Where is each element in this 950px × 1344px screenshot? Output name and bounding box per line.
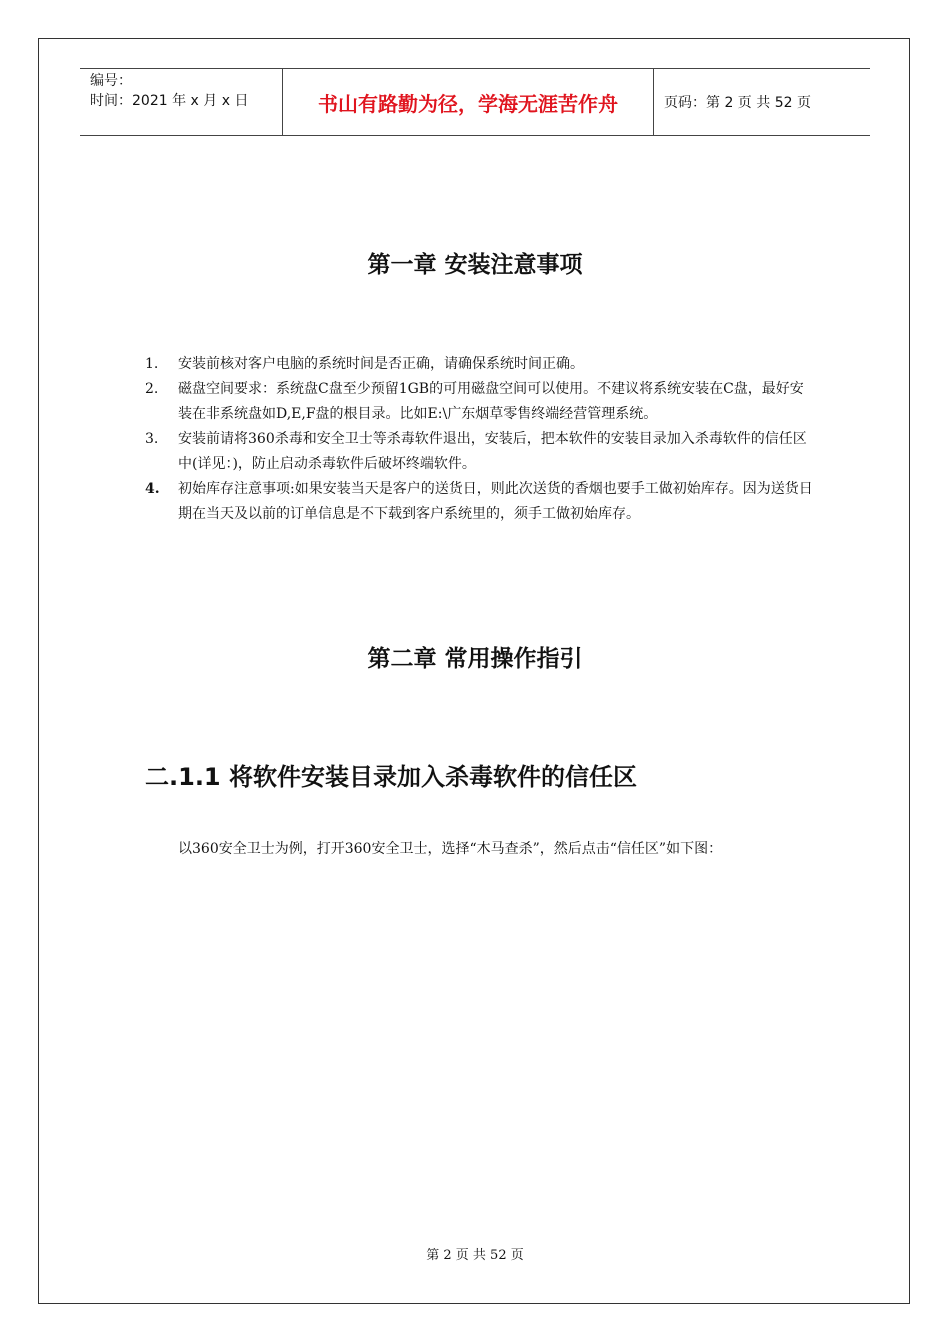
list-item-number: 1.	[145, 356, 159, 372]
list-item-text: 初始库存注意事项:如果安装当天是客户的送货日，则此次送货的香烟也要手工做初始库存。因为送货日期在当天及以前的订单信息是不下载到客户系统里的，须手工做初始库存。	[178, 481, 813, 522]
list-item	[145, 427, 815, 477]
list-item-text: 磁盘空间要求：系统盘C盘至少预留1GB的可用磁盘空间可以使用。不建议将系统安装在C盘，最好安装在非系统盘如D,E,F盘的根目录。比如E:\广东烟草零售终端经营管理系统。	[178, 381, 804, 422]
list-item-text: 安装前请将360杀毒和安全卫士等杀毒软件退出，安装后，把本软件的安装目录加入杀毒软件的信任区中(详见：)，防止启动杀毒软件后破坏终端软件。	[178, 431, 807, 472]
code-label: 编号：	[90, 73, 132, 89]
list-item-number: 2.	[145, 381, 159, 397]
page-header	[80, 68, 870, 136]
list-item-number: 3.	[145, 431, 159, 447]
time-label: 时间：2021 年 x 月 x 日	[90, 93, 249, 109]
install-notes-list	[145, 352, 815, 527]
list-item	[145, 477, 815, 527]
list-item	[145, 377, 815, 427]
section-paragraph: 以360安全卫士为例，打开360安全卫士，选择“木马查杀”，然后点击“信任区”如下图：	[178, 841, 723, 857]
section-title: 二.1.1 将软件安装目录加入杀毒软件的信任区	[145, 763, 637, 791]
header-motto: 书山有路勤为径，学海无涯苦作舟	[282, 69, 654, 135]
header-page-info: 页码：第 2 页 共 52 页	[664, 95, 811, 111]
list-item	[145, 352, 815, 377]
list-item-text: 安装前核对客户电脑的系统时间是否正确，请确保系统时间正确。	[178, 356, 584, 372]
page-footer: 第 2 页 共 52 页	[426, 1248, 524, 1263]
list-item-number: 4.	[145, 481, 160, 497]
chapter1-title: 第一章 安装注意事项	[367, 252, 583, 278]
chapter2-title: 第二章 常用操作指引	[367, 646, 583, 672]
header-meta	[80, 69, 282, 135]
